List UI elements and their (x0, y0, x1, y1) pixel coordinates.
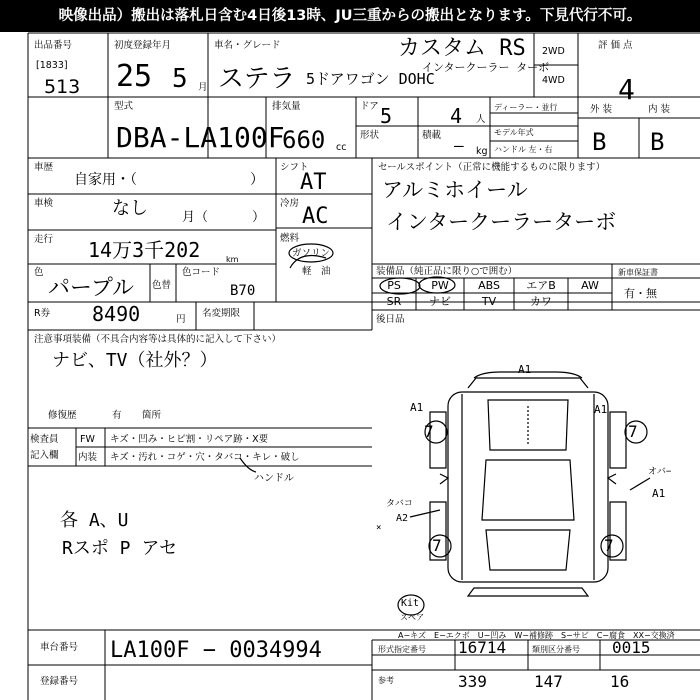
model-year-label: モデル年式 (494, 128, 534, 137)
ac-value: AC (302, 204, 329, 229)
mark-a1-right: A1 (594, 403, 608, 416)
history-value: 自家用・（ (74, 172, 137, 188)
lot-number: 513 (44, 76, 81, 98)
mark-tabacco: タバコ (386, 499, 413, 509)
sales-point-2: インタークーラーターボ (386, 210, 617, 234)
mark-a1-left: A1 (410, 401, 424, 414)
mark-x: × (376, 523, 382, 533)
mark-7-rear-right: 7 (604, 536, 614, 555)
dealer-label: ディーラー・並行 (494, 103, 558, 112)
history-label: 車歴 (34, 162, 54, 173)
int-label: 内 装 (648, 104, 671, 115)
color-code-label: 色コード (182, 267, 221, 278)
mark-a2: A2 (396, 513, 409, 524)
mark-7-rear-left: 7 (432, 536, 442, 555)
lot-label: 出品番号 (34, 40, 73, 51)
form-value: 16714 (458, 638, 507, 657)
mark-a1-right2: A1 (652, 487, 666, 500)
reg-month: 5 (172, 64, 188, 94)
eval-label: 評 価 点 (598, 40, 633, 51)
month-unit: 月 (198, 82, 208, 93)
shift-label: シフト (280, 162, 309, 173)
banner: 映像出品）搬出は落札日含む4日後13時、JU三重からの搬出となります。下見代行不可。 (0, 0, 700, 32)
notes-handwritten-2: 各 A、U (60, 510, 129, 531)
equip-leather: カワ (530, 295, 552, 308)
lot-sub: [1833] (36, 60, 68, 71)
equip-aw: AW (581, 279, 599, 292)
length-value: 339 (458, 672, 487, 691)
int-grade: B (650, 128, 665, 156)
notes-handwritten-1: ナビ、TV（社外？） (52, 350, 218, 371)
type-label: 類別区分番号 (532, 645, 580, 654)
seat-unit: 人 (476, 114, 486, 125)
grade-2: インタークーラー ターボ (422, 61, 550, 74)
equip-label: 装備品（純正品に限り○で囲む） (376, 266, 518, 277)
naiso-tag: 内装 (78, 452, 98, 463)
seat-value: 4 (450, 104, 463, 128)
recycle-value: 8490 (92, 302, 141, 326)
inspector-label: 検査員 (30, 434, 59, 445)
name-label: 車名・グレード (214, 40, 281, 51)
shaken-unit: 月（ (182, 210, 209, 225)
color-value: パープル (48, 276, 135, 301)
owner-change-label: 名変期限 (202, 308, 241, 319)
warranty-value: 有・無 (624, 287, 657, 300)
equip-pw: PW (431, 279, 449, 292)
warranty-label: 新車保証書 (618, 268, 658, 277)
reg-label: 初度登録年月 (114, 40, 172, 51)
recycle-unit: 円 (176, 314, 186, 325)
fuel-gas: ガソリン (292, 248, 331, 259)
fw-checklist: キズ・凹み・ヒビ割・リペア跡・X要 (110, 434, 269, 445)
drive-2wd: 2WD (542, 46, 565, 57)
plate-label: 登録番号 (40, 676, 79, 687)
mark-7-front-left: 7 (424, 422, 434, 441)
shape-label: 形状 (360, 130, 380, 141)
load-label: 積載 (422, 130, 442, 141)
ext-label: 外 装 (590, 104, 613, 115)
color-label: 色 (34, 267, 44, 278)
mark-a1-top: A1 (518, 363, 532, 376)
notes-label: 注意事項装備（不具合内容等は具体的に記入して下さい） (34, 334, 282, 345)
mark-overfender: オバ− (648, 467, 672, 477)
sales-point-1: アルミホイール (382, 178, 528, 202)
repair-place: 箇所 (142, 410, 162, 421)
ac-label: 冷房 (280, 198, 300, 209)
equip-sr: SR (386, 295, 402, 308)
drive-4wd: 4WD (542, 75, 565, 86)
mark-kit: Kit (401, 598, 420, 609)
equip-navi: ナビ (429, 295, 451, 308)
notes-handwritten-3: Rスポ P アセ (62, 538, 178, 559)
history-close: ） (250, 172, 264, 188)
fuel-label: 燃料 (280, 233, 300, 244)
rear-items-label: 後日品 (376, 314, 405, 325)
mileage-unit: km (226, 255, 239, 264)
handle-note: ハンドル (254, 473, 294, 484)
chassis-number: LA100F − 0034994 (110, 638, 322, 663)
shift-value: AT (300, 170, 327, 195)
shaken-label: 車検 (34, 198, 54, 209)
naiso-checklist: キズ・汚れ・コゲ・穴・タバコ・キレ・破し (110, 452, 300, 463)
handle-label: ハンドル 左・右 (494, 145, 553, 154)
car-name: ステラ (218, 64, 296, 94)
color-code: B70 (230, 283, 256, 299)
mark-spare: スペア (400, 613, 424, 622)
cc-value: 660 (282, 126, 326, 154)
repair-label: 修復歴 (48, 410, 77, 421)
fuel-diesel: 軽 油 (302, 266, 331, 277)
door-value: 5 (380, 104, 393, 128)
equip-airbag: エアB (526, 279, 556, 292)
load-unit: kg (476, 146, 488, 157)
door-label: ドア (360, 101, 379, 112)
type-value: 0015 (612, 638, 651, 657)
color-change: 色替 (152, 280, 172, 291)
grade-1: カスタム RS (398, 36, 526, 61)
shaken-value: なし (112, 198, 148, 219)
eval-score: 4 (618, 73, 635, 106)
mileage-label: 走行 (34, 234, 54, 245)
equip-abs: ABS (478, 279, 500, 292)
reg-year: 25 (116, 59, 153, 94)
equip-ps: PS (387, 279, 401, 292)
chassis-label: 車台番号 (40, 642, 79, 653)
mileage-value: 14万3千202 (88, 238, 201, 262)
form-label: 形式指定番号 (378, 645, 426, 654)
legend: A−キズ E−エクボ U−凹み W−補修跡 S−サビ C−腐食 XX−交換済 (398, 631, 675, 640)
height-value: 16 (610, 672, 630, 691)
width-value: 147 (534, 672, 563, 691)
load-value: — (454, 136, 464, 155)
shaken-close: ） (252, 210, 266, 225)
sales-label: セールスポイント（正常に機能するものに限ります） (378, 162, 606, 173)
ref-label: 参考 (378, 676, 394, 685)
model-code: DBA-LA100F (116, 121, 285, 154)
model-label: 型式 (114, 101, 134, 112)
repair-value: 有 (112, 410, 122, 421)
fw-tag: FW (80, 434, 95, 445)
mark-7-front-right: 7 (628, 422, 638, 441)
recycle-label: R券 (34, 308, 51, 319)
ext-grade: B (592, 128, 607, 156)
record-label: 記入欄 (30, 450, 59, 461)
car-name-sub: 5ドアワゴン DOHC (306, 70, 435, 88)
equip-tv: TV (481, 295, 497, 308)
cc-unit: cc (336, 142, 347, 153)
cc-label: 排気量 (272, 101, 301, 112)
